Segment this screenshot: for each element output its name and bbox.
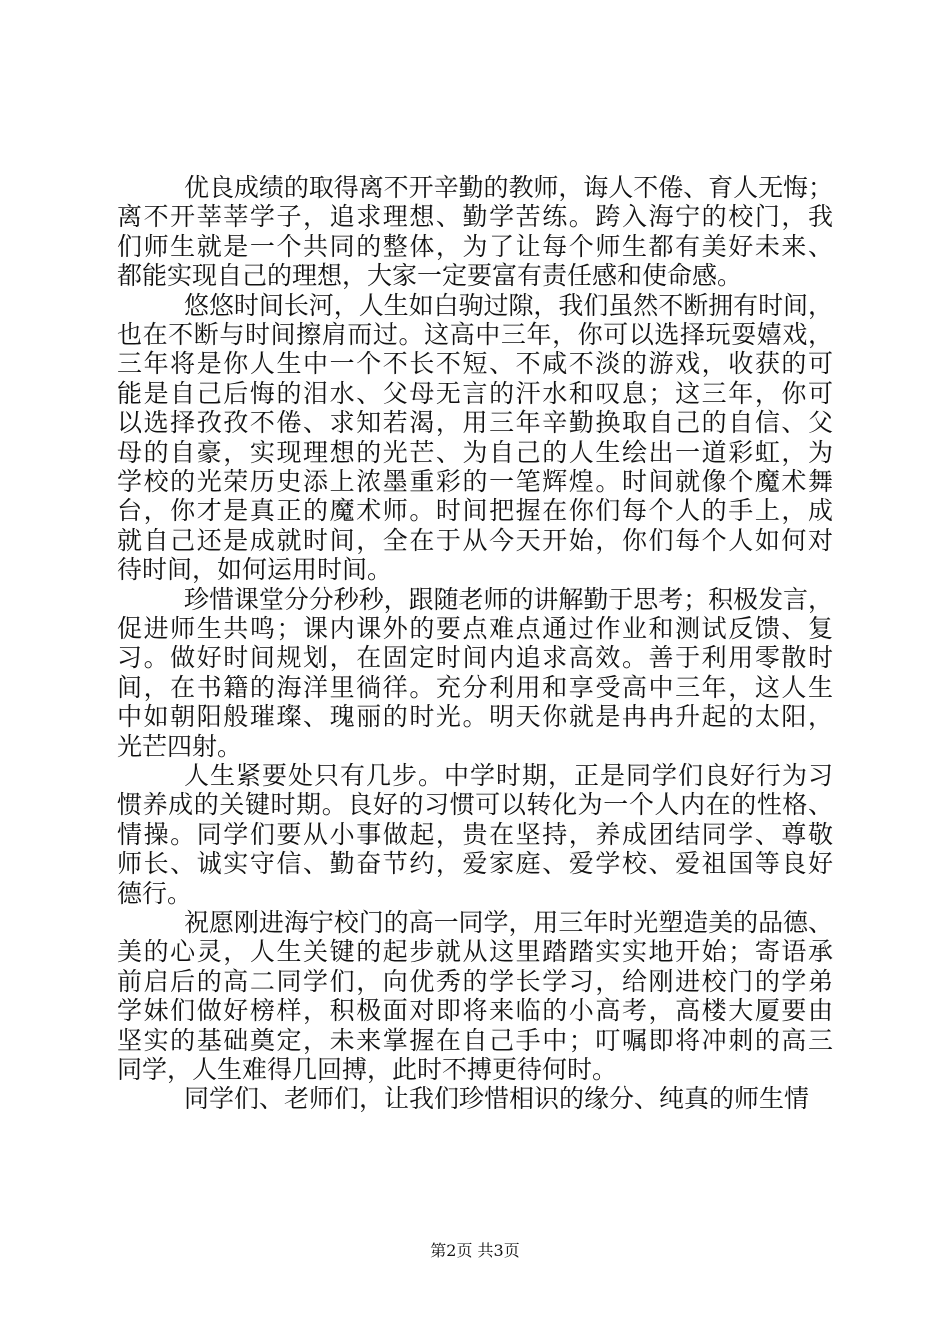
paragraph-line (0, 203, 950, 231)
paragraph-line (0, 439, 950, 467)
paragraph-line (0, 586, 950, 614)
paragraph-line (0, 909, 950, 937)
paragraph-line (0, 292, 950, 320)
paragraph-line-text: 就自己还是成就时间，全在于从今天开始，你们每个人如何对 (117, 525, 835, 555)
paragraph-line-text: 优良成绩的取得离不开辛勤的教师，诲人不倦、育人无悔； (184, 173, 833, 202)
paragraph-line (0, 262, 950, 290)
paragraph-line-text: 中如朝阳般璀璨、瑰丽的时光。明天你就是冉冉升起的太阳， (117, 702, 835, 732)
paragraph-line (0, 1027, 950, 1055)
paragraph-line (0, 174, 950, 202)
paragraph-line-text: 台，你才是真正的魔术师。时间把握在你们每个人的手上，成 (117, 496, 835, 526)
paragraph-line (0, 380, 950, 408)
paragraph-line-text: 情操。同学们要从小事做起，贵在坚持，养成团结同学、尊敬 (117, 819, 835, 849)
paragraph-line (0, 791, 950, 819)
paragraph-line (0, 644, 950, 672)
paragraph-line-text: 悠悠时间长河，人生如白驹过隙，我们虽然不断拥有时间， (184, 290, 833, 320)
paragraph-line (0, 409, 950, 437)
paragraph-line-text: 美的心灵，人生关键的起步就从这里踏踏实实地开始；寄语承 (117, 937, 835, 967)
paragraph-line-text: 也在不断与时间擦肩而过。这高中三年，你可以选择玩耍嬉戏， (117, 320, 834, 349)
paragraph-line-text: 德行。 (117, 878, 193, 908)
paragraph-line (0, 880, 950, 908)
paragraph-line-text: 同学们、老师们，让我们珍惜相识的缘分、纯真的师生情 (184, 1084, 810, 1114)
paragraph-line-text: 学校的光荣历史添上浓墨重彩的一笔辉煌。时间就像个魔术舞 (117, 467, 835, 496)
paragraph-line (0, 350, 950, 378)
paragraph-line (0, 468, 950, 496)
paragraph-line-text: 间，在书籍的海洋里徜徉。充分利用和享受高中三年，这人生 (117, 672, 835, 702)
paragraph-line (0, 615, 950, 643)
paragraph-line-text: 待时间，如何运用时间。 (117, 555, 393, 585)
paragraph-line-text: 前启后的高二同学们，向优秀的学长学习，给刚进校门的学弟 (117, 966, 835, 996)
paragraph-line (0, 762, 950, 790)
paragraph-line (0, 850, 950, 878)
paragraph-line-text: 母的自豪，实现理想的光芒、为自己的人生绘出一道彩虹，为 (117, 437, 835, 467)
paragraph-line (0, 821, 950, 849)
paragraph-line-text: 同学，人生难得几回搏，此时不搏更待何时。 (117, 1055, 618, 1084)
paragraph-line-text: 光芒四射。 (117, 731, 243, 761)
paragraph-line (0, 938, 950, 966)
paragraph-line-text: 能是自己后悔的泪水、父母无言的汗水和叹息；这三年，你可 (117, 378, 835, 408)
paragraph-line (0, 497, 950, 525)
paragraph-line-text: 促进师生共鸣；课内课外的要点难点通过作业和测试反馈、复 (117, 614, 835, 643)
paragraph-line-text: 都能实现自己的理想，大家一定要富有责任感和使命感。 (117, 261, 743, 291)
paragraph-line (0, 321, 950, 349)
paragraph-line (0, 233, 950, 261)
paragraph-line-text: 们师生就是一个共同的整体，为了让每个师生都有美好未来、 (117, 231, 835, 261)
paragraph-line-text: 以选择孜孜不倦、求知若渴，用三年辛勤换取自己的自信、父 (117, 408, 835, 438)
page-number-label: 第2页 共3页 (430, 1241, 520, 1260)
paragraph-line (0, 1085, 950, 1113)
paragraph-line-text: 三年将是你人生中一个不长不短、不咸不淡的游戏，收获的可 (117, 349, 835, 379)
paragraph-line (0, 733, 950, 761)
paragraph-line-text: 人生紧要处只有几步。中学时期，正是同学们良好行为习 (184, 761, 834, 790)
paragraph-line-text: 惯养成的关键时期。良好的习惯可以转化为一个人内在的性格、 (117, 790, 834, 820)
paragraph-line-text: 学妹们做好榜样，积极面对即将来临的小高考，高楼大厦要由 (117, 996, 835, 1026)
paragraph-line (0, 527, 950, 555)
paragraph-line-text: 离不开莘莘学子，追求理想、勤学苦练。跨入海宁的校门，我 (117, 202, 835, 232)
page-footer (0, 1241, 950, 1261)
paragraph-line (0, 556, 950, 584)
paragraph-line-text: 祝愿刚进海宁校门的高一同学，用三年时光塑造美的品德、 (184, 908, 833, 937)
paragraph-line (0, 674, 950, 702)
paragraph-line (0, 1056, 950, 1084)
paragraph-line-text: 习。做好时间规划，在固定时间内追求高效。善于利用零散时 (117, 643, 835, 673)
paragraph-line (0, 997, 950, 1025)
paragraph-line-text: 坚实的基础奠定，未来掌握在自己手中；叮嘱即将冲刺的高三 (117, 1025, 835, 1055)
paragraph-line-text: 师长、诚实守信、勤奋节约，爱家庭、爱学校、爱祖国等良好 (117, 849, 835, 879)
paragraph-line-text: 珍惜课堂分分秒秒，跟随老师的讲解勤于思考；积极发言， (184, 584, 833, 614)
paragraph-line (0, 703, 950, 731)
paragraph-line (0, 968, 950, 996)
